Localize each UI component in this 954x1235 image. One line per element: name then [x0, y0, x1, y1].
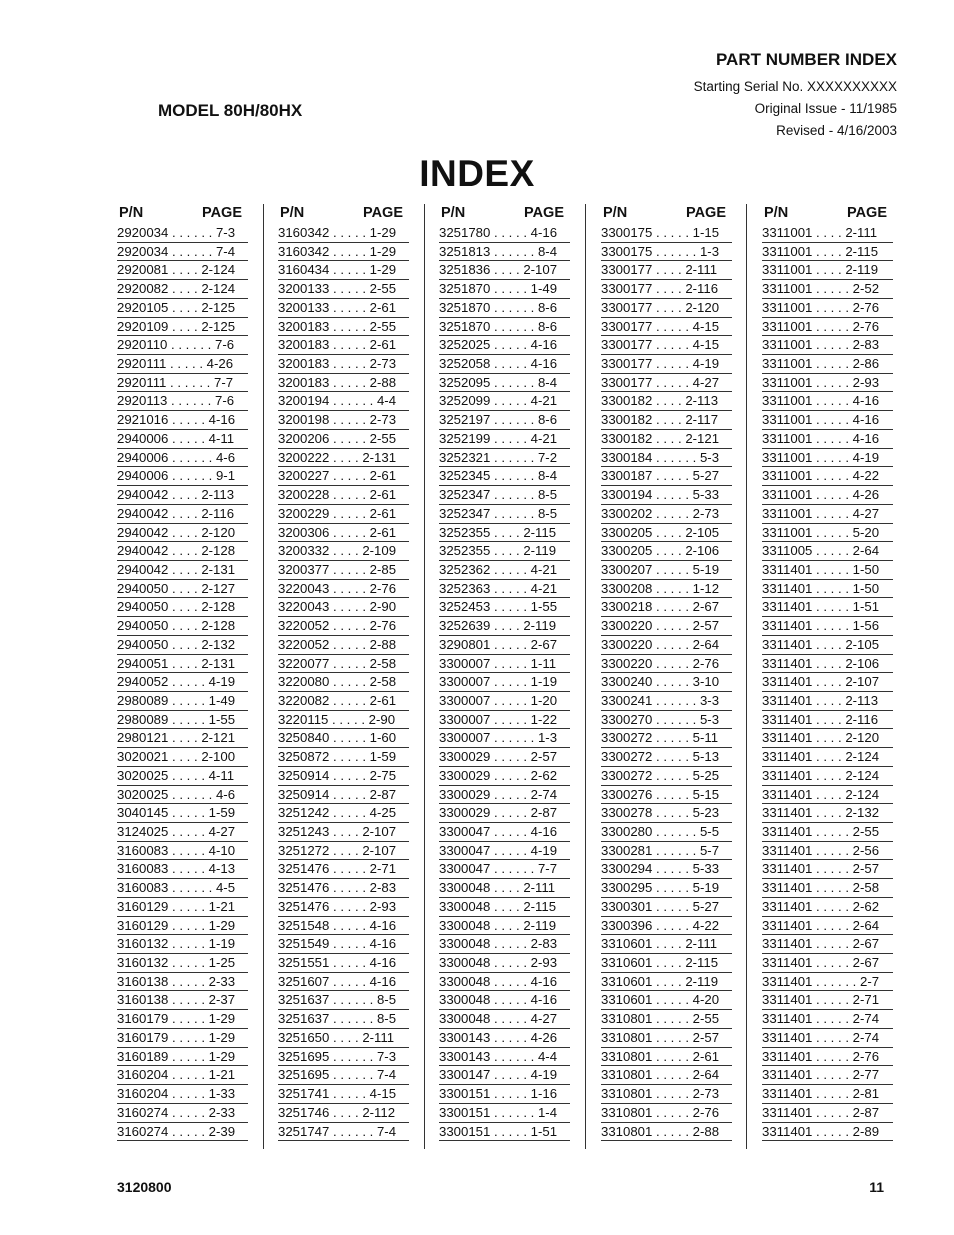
index-entry: 3310601 . . . . 2-111 — [601, 935, 732, 954]
index-entry: 3311401 . . . . 2-132 — [762, 804, 893, 823]
index-entry: 2940042 . . . . 2-128 — [117, 542, 248, 561]
index-entry: 3252347 . . . . . . 8-5 — [439, 505, 570, 524]
index-entry: 3311401 . . . . . 2-67 — [762, 954, 893, 973]
index-entry: 3250840 . . . . . 1-60 — [278, 729, 409, 748]
index-entry: 3311401 . . . . 2-106 — [762, 655, 893, 674]
index-entry: 3160342 . . . . . 1-29 — [278, 243, 409, 262]
index-entry: 3160138 . . . . . 2-37 — [117, 991, 248, 1010]
index-entry: 3251870 . . . . . 1-49 — [439, 280, 570, 299]
index-entry: 3311401 . . . . . 2-57 — [762, 860, 893, 879]
index-entry: 2940050 . . . . 2-128 — [117, 598, 248, 617]
index-entry: 3300294 . . . . . 5-33 — [601, 860, 732, 879]
index-entry: 3311001 . . . . . 4-19 — [762, 449, 893, 468]
index-entry: 3160274 . . . . . 2-39 — [117, 1123, 248, 1142]
index-entry: 3311401 . . . . 2-107 — [762, 673, 893, 692]
index-entry: 3311401 . . . . 2-113 — [762, 692, 893, 711]
serial-line: Starting Serial No. XXXXXXXXXX — [693, 79, 897, 94]
index-entry: 3300147 . . . . . 4-19 — [439, 1066, 570, 1085]
index-entry: 3300194 . . . . . 5-33 — [601, 486, 732, 505]
index-entry: 3251476 . . . . . 2-83 — [278, 879, 409, 898]
index-entry: 3300205 . . . . 2-105 — [601, 524, 732, 543]
index-entry: 3300396 . . . . . 4-22 — [601, 917, 732, 936]
index-entry: 2940050 . . . . 2-127 — [117, 580, 248, 599]
column-header — [601, 204, 732, 224]
index-entry: 3311401 . . . . . 2-71 — [762, 991, 893, 1010]
index-entry: 3311001 . . . . . 4-27 — [762, 505, 893, 524]
index-entry: 3300207 . . . . . 5-19 — [601, 561, 732, 580]
index-entry: 3311401 . . . . . 2-74 — [762, 1010, 893, 1029]
index-entry: 3251747 . . . . . . 7-4 — [278, 1123, 409, 1142]
index-entry: 3300205 . . . . 2-106 — [601, 542, 732, 561]
index-entry: 3160132 . . . . . 1-25 — [117, 954, 248, 973]
index-entry: 3200227 . . . . . 2-61 — [278, 467, 409, 486]
index-entry: 3220052 . . . . . 2-76 — [278, 617, 409, 636]
index-entry: 3160138 . . . . . 2-33 — [117, 973, 248, 992]
index-entry: 3252355 . . . . 2-115 — [439, 524, 570, 543]
index-entry: 2920082 . . . . 2-124 — [117, 280, 248, 299]
model-title: MODEL 80H/80HX — [158, 101, 303, 120]
index-entry: 3220052 . . . . . 2-88 — [278, 636, 409, 655]
index-entry: 3160083 . . . . . 4-13 — [117, 860, 248, 879]
index-entry: 2940042 . . . . 2-131 — [117, 561, 248, 580]
index-entry: 2920081 . . . . 2-124 — [117, 261, 248, 280]
index-entry: 3220043 . . . . . 2-90 — [278, 598, 409, 617]
page-header: PAGE — [201, 205, 242, 221]
index-entry: 3252197 . . . . . . 8-6 — [439, 411, 570, 430]
index-entry: 3300270 . . . . . . 5-3 — [601, 711, 732, 730]
index-entry: 3160204 . . . . . 1-33 — [117, 1085, 248, 1104]
index-entry: 2940006 . . . . . 4-11 — [117, 430, 248, 449]
index-entry: 3160189 . . . . . 1-29 — [117, 1048, 248, 1067]
page-header: PAGE — [523, 205, 564, 221]
index-entry: 3160132 . . . . . 1-19 — [117, 935, 248, 954]
index-entry: 3160129 . . . . . 1-21 — [117, 898, 248, 917]
index-entry: 3310801 . . . . . 2-57 — [601, 1029, 732, 1048]
index-entry: 3252362 . . . . . 4-21 — [439, 561, 570, 580]
index-entry: 3311401 . . . . 2-124 — [762, 748, 893, 767]
index-entry: 3160083 . . . . . 4-10 — [117, 842, 248, 861]
index-entry: 3200194 . . . . . . 4-4 — [278, 392, 409, 411]
index-entry: 3300047 . . . . . 4-19 — [439, 842, 570, 861]
page-header: PAGE — [685, 205, 726, 221]
index-entry: 3020025 . . . . . . 4-6 — [117, 786, 248, 805]
index-entry: 3251551 . . . . . 4-16 — [278, 954, 409, 973]
index-entry: 3311001 . . . . . 2-83 — [762, 336, 893, 355]
index-entry: 3300220 . . . . . 2-64 — [601, 636, 732, 655]
index-entry: 3251476 . . . . . 2-71 — [278, 860, 409, 879]
index-entry: 2940042 . . . . 2-116 — [117, 505, 248, 524]
index-entry: 3251243 . . . . 2-107 — [278, 823, 409, 842]
index-entry: 3311001 . . . . . 2-86 — [762, 355, 893, 374]
index-entry: 3252363 . . . . . 4-21 — [439, 580, 570, 599]
index-entry: 3300276 . . . . . 5-15 — [601, 786, 732, 805]
index-entry: 3311401 . . . . . 2-76 — [762, 1048, 893, 1067]
column-divider — [263, 204, 264, 1149]
index-entry: 3311401 . . . . . 2-89 — [762, 1123, 893, 1142]
index-entry: 2920105 . . . . 2-125 — [117, 299, 248, 318]
index-entry: 3300182 . . . . 2-117 — [601, 411, 732, 430]
revised-line: Revised - 4/16/2003 — [776, 123, 897, 138]
index-entry: 3300175 . . . . . . 1-3 — [601, 243, 732, 262]
index-entry: 3300048 . . . . 2-119 — [439, 917, 570, 936]
index-entry: 3311001 . . . . . 4-22 — [762, 467, 893, 486]
index-entry: 3251870 . . . . . . 8-6 — [439, 318, 570, 337]
index-entry: 3160083 . . . . . . 4-5 — [117, 879, 248, 898]
index-entry: 3160434 . . . . . 1-29 — [278, 261, 409, 280]
index-entry: 3311401 . . . . . 2-74 — [762, 1029, 893, 1048]
index-entry: 3251549 . . . . . 4-16 — [278, 935, 409, 954]
index-entry: 3311001 . . . . . 4-26 — [762, 486, 893, 505]
index-entry: 3300208 . . . . . 1-12 — [601, 580, 732, 599]
index-entry: 3311401 . . . . . . 2-7 — [762, 973, 893, 992]
index-entry: 3300143 . . . . . . 4-4 — [439, 1048, 570, 1067]
index-entry: 3300278 . . . . . 5-23 — [601, 804, 732, 823]
index-entry: 3251836 . . . . 2-107 — [439, 261, 570, 280]
index-entry: 2940006 . . . . . . 4-6 — [117, 449, 248, 468]
index-entry: 3220082 . . . . . 2-61 — [278, 692, 409, 711]
index-entry: 3300048 . . . . 2-115 — [439, 898, 570, 917]
index-entry: 3300175 . . . . . 1-15 — [601, 224, 732, 243]
index-entry: 2920034 . . . . . . 7-4 — [117, 243, 248, 262]
index-entry: 2920111 . . . . . 4-26 — [117, 355, 248, 374]
index-entry: 3251746 . . . . 2-112 — [278, 1104, 409, 1123]
index-entry: 3251650 . . . . 2-111 — [278, 1029, 409, 1048]
index-entry: 3251607 . . . . . 4-16 — [278, 973, 409, 992]
index-entry: 3300007 . . . . . 1-22 — [439, 711, 570, 730]
index-entry: 3310601 . . . . . 4-20 — [601, 991, 732, 1010]
index-entry: 3300301 . . . . . 5-27 — [601, 898, 732, 917]
index-entry: 3300218 . . . . . 2-67 — [601, 598, 732, 617]
index-entry: 3311401 . . . . 2-116 — [762, 711, 893, 730]
index-title: INDEX — [419, 153, 535, 194]
header-title: PART NUMBER INDEX — [715, 50, 897, 69]
index-entry: 3124025 . . . . . 4-27 — [117, 823, 248, 842]
index-entry: 3290801 . . . . . 2-67 — [439, 636, 570, 655]
index-entry: 3200198 . . . . . 2-73 — [278, 411, 409, 430]
index-entry: 3300177 . . . . . 4-15 — [601, 336, 732, 355]
index-entry: 3200377 . . . . . 2-85 — [278, 561, 409, 580]
index-entry: 3200183 . . . . . 2-73 — [278, 355, 409, 374]
index-entry: 3311401 . . . . . 1-50 — [762, 580, 893, 599]
pn-header: P/N — [764, 205, 789, 221]
index-entry: 3300281 . . . . . . 5-7 — [601, 842, 732, 861]
column-header — [439, 204, 570, 224]
index-entry: 3300202 . . . . . 2-73 — [601, 505, 732, 524]
index-entry: 3220115 . . . . . 2-90 — [278, 711, 409, 730]
index-entry: 2920110 . . . . . . 7-6 — [117, 336, 248, 355]
index-entry: 3300220 . . . . . 2-57 — [601, 617, 732, 636]
column-divider — [585, 204, 586, 1149]
index-entry: 3251637 . . . . . . 8-5 — [278, 1010, 409, 1029]
index-entry: 3160204 . . . . . 1-21 — [117, 1066, 248, 1085]
index-entry: 3300048 . . . . . 4-16 — [439, 973, 570, 992]
index-entry: 3300240 . . . . . 3-10 — [601, 673, 732, 692]
index-entry: 2980089 . . . . . 1-55 — [117, 711, 248, 730]
column-divider — [746, 204, 747, 1149]
index-entry: 3200306 . . . . . 2-61 — [278, 524, 409, 543]
index-entry: 3300280 . . . . . . 5-5 — [601, 823, 732, 842]
index-entry: 3310801 . . . . . 2-61 — [601, 1048, 732, 1067]
index-entry: 3311401 . . . . . 2-62 — [762, 898, 893, 917]
index-column — [117, 204, 248, 1141]
index-entry: 3311401 . . . . 2-105 — [762, 636, 893, 655]
index-entry: 3251476 . . . . . 2-93 — [278, 898, 409, 917]
index-entry: 3300177 . . . . . 4-27 — [601, 374, 732, 393]
index-entry: 3252199 . . . . . 4-21 — [439, 430, 570, 449]
index-entry: 3311001 . . . . . 4-16 — [762, 392, 893, 411]
index-entry: 3300177 . . . . . 4-15 — [601, 318, 732, 337]
index-column — [439, 204, 570, 1141]
index-entry: 3300272 . . . . . 5-25 — [601, 767, 732, 786]
column-header — [117, 204, 248, 224]
index-entry: 3220043 . . . . . 2-76 — [278, 580, 409, 599]
index-entry: 3252453 . . . . . 1-55 — [439, 598, 570, 617]
pn-header: P/N — [441, 205, 466, 221]
original-issue-line: Original Issue - 11/1985 — [754, 101, 897, 116]
pn-header: P/N — [603, 205, 628, 221]
index-entry: 3160129 . . . . . 1-29 — [117, 917, 248, 936]
index-entry: 3310601 . . . . 2-119 — [601, 973, 732, 992]
index-entry: 3300048 . . . . 2-111 — [439, 879, 570, 898]
index-entry: 3311001 . . . . . 5-20 — [762, 524, 893, 543]
index-entry: 3252355 . . . . 2-119 — [439, 542, 570, 561]
index-entry: 2940042 . . . . 2-113 — [117, 486, 248, 505]
index-entry: 3200183 . . . . . 2-61 — [278, 336, 409, 355]
index-entry: 3311401 . . . . . 2-77 — [762, 1066, 893, 1085]
index-entry: 3311401 . . . . 2-120 — [762, 729, 893, 748]
index-entry: 3311001 . . . . . 4-16 — [762, 411, 893, 430]
index-entry: 3311001 . . . . . 2-93 — [762, 374, 893, 393]
index-entry: 3040145 . . . . . 1-59 — [117, 804, 248, 823]
column-divider — [424, 204, 425, 1149]
index-entry: 3311401 . . . . . 2-67 — [762, 935, 893, 954]
page-header: PAGE — [362, 205, 403, 221]
index-entry: 3300007 . . . . . 1-20 — [439, 692, 570, 711]
index-entry: 3310601 . . . . 2-115 — [601, 954, 732, 973]
index-entry: 2980089 . . . . . 1-49 — [117, 692, 248, 711]
index-entry: 3200206 . . . . . 2-55 — [278, 430, 409, 449]
index-entry: 3300143 . . . . . 4-26 — [439, 1029, 570, 1048]
index-entry: 3300029 . . . . . 2-57 — [439, 748, 570, 767]
index-entry: 3300048 . . . . . 4-27 — [439, 1010, 570, 1029]
index-entry: 3311001 . . . . . 2-52 — [762, 280, 893, 299]
index-entry: 2940050 . . . . 2-128 — [117, 617, 248, 636]
index-entry: 3300029 . . . . . 2-62 — [439, 767, 570, 786]
index-entry: 3310801 . . . . . 2-73 — [601, 1085, 732, 1104]
index-entry: 3311401 . . . . . 2-81 — [762, 1085, 893, 1104]
pn-header: P/N — [119, 205, 144, 221]
index-entry: 3251637 . . . . . . 8-5 — [278, 991, 409, 1010]
index-entry: 3300177 . . . . 2-111 — [601, 261, 732, 280]
index-entry: 3311001 . . . . 2-115 — [762, 243, 893, 262]
index-entry: 3020025 . . . . . 4-11 — [117, 767, 248, 786]
index-entry: 3300184 . . . . . . 5-3 — [601, 449, 732, 468]
index-entry: 3252025 . . . . . 4-16 — [439, 336, 570, 355]
page-number: 11 — [869, 1179, 884, 1195]
index-entry: 3300182 . . . . 2-121 — [601, 430, 732, 449]
index-entry: 3251741 . . . . . 4-15 — [278, 1085, 409, 1104]
index-entry: 3311001 . . . . . 4-16 — [762, 430, 893, 449]
index-entry: 2920111 . . . . . . 7-7 — [117, 374, 248, 393]
index-columns — [0, 204, 954, 1154]
index-entry: 3310801 . . . . . 2-64 — [601, 1066, 732, 1085]
index-entry: 3200183 . . . . . 2-55 — [278, 318, 409, 337]
index-entry: 3200222 . . . . 2-131 — [278, 449, 409, 468]
index-entry: 3311005 . . . . . 2-64 — [762, 542, 893, 561]
index-entry: 3300177 . . . . . 4-19 — [601, 355, 732, 374]
index-entry: 3300151 . . . . . 1-51 — [439, 1123, 570, 1142]
index-entry: 3300048 . . . . . 2-83 — [439, 935, 570, 954]
index-entry: 3300007 . . . . . . 1-3 — [439, 729, 570, 748]
doc-number: 3120800 — [117, 1179, 172, 1195]
index-column — [601, 204, 732, 1141]
header-block — [694, 50, 897, 142]
index-entry: 3300007 . . . . . 1-19 — [439, 673, 570, 692]
index-entry: 3251695 . . . . . . 7-3 — [278, 1048, 409, 1067]
index-entry: 3311001 . . . . 2-111 — [762, 224, 893, 243]
index-entry: 3250914 . . . . . 2-75 — [278, 767, 409, 786]
index-entry: 3310801 . . . . . 2-55 — [601, 1010, 732, 1029]
index-entry: 3311401 . . . . 2-124 — [762, 767, 893, 786]
index-entry: 3311401 . . . . . 2-55 — [762, 823, 893, 842]
index-entry: 2940051 . . . . 2-131 — [117, 655, 248, 674]
index-entry: 3160274 . . . . . 2-33 — [117, 1104, 248, 1123]
index-entry: 3220077 . . . . . 2-58 — [278, 655, 409, 674]
index-entry: 3251242 . . . . . 4-25 — [278, 804, 409, 823]
index-entry: 3252058 . . . . . 4-16 — [439, 355, 570, 374]
index-entry: 2940042 . . . . 2-120 — [117, 524, 248, 543]
index-entry: 2920034 . . . . . . 7-3 — [117, 224, 248, 243]
index-entry: 3200133 . . . . . 2-55 — [278, 280, 409, 299]
index-entry: 3300295 . . . . . 5-19 — [601, 879, 732, 898]
index-entry: 3252347 . . . . . . 8-5 — [439, 486, 570, 505]
index-entry: 2920113 . . . . . . 7-6 — [117, 392, 248, 411]
index-entry: 3300048 . . . . . 4-16 — [439, 991, 570, 1010]
index-entry: 3251780 . . . . . 4-16 — [439, 224, 570, 243]
index-entry: 3300151 . . . . . . 1-4 — [439, 1104, 570, 1123]
index-entry: 3251548 . . . . . 4-16 — [278, 917, 409, 936]
index-entry: 3310801 . . . . . 2-76 — [601, 1104, 732, 1123]
index-entry: 3200228 . . . . . 2-61 — [278, 486, 409, 505]
index-entry: 3252095 . . . . . . 8-4 — [439, 374, 570, 393]
index-entry: 2940052 . . . . . 4-19 — [117, 673, 248, 692]
index-entry: 3300177 . . . . 2-120 — [601, 299, 732, 318]
index-entry: 2940006 . . . . . . 9-1 — [117, 467, 248, 486]
index-entry: 3300187 . . . . . 5-27 — [601, 467, 732, 486]
index-entry: 3311401 . . . . . 1-56 — [762, 617, 893, 636]
index-entry: 3252345 . . . . . . 8-4 — [439, 467, 570, 486]
index-entry: 3300272 . . . . . 5-13 — [601, 748, 732, 767]
index-entry: 3252321 . . . . . . 7-2 — [439, 449, 570, 468]
index-entry: 3252099 . . . . . 4-21 — [439, 392, 570, 411]
index-entry: 2980121 . . . . 2-121 — [117, 729, 248, 748]
index-entry: 3311401 . . . . . 2-58 — [762, 879, 893, 898]
index-entry: 3300151 . . . . . 1-16 — [439, 1085, 570, 1104]
index-entry: 2940050 . . . . 2-132 — [117, 636, 248, 655]
page-header: PAGE — [846, 205, 887, 221]
index-entry: 3160179 . . . . . 1-29 — [117, 1029, 248, 1048]
index-entry: 3311001 . . . . 2-119 — [762, 261, 893, 280]
index-entry: 3251870 . . . . . . 8-6 — [439, 299, 570, 318]
index-entry: 3311401 . . . . 2-124 — [762, 786, 893, 805]
index-entry: 3020021 . . . . 2-100 — [117, 748, 248, 767]
index-entry: 3252639 . . . . 2-119 — [439, 617, 570, 636]
index-entry: 3310801 . . . . . 2-88 — [601, 1123, 732, 1142]
index-entry: 3300047 . . . . . . 7-7 — [439, 860, 570, 879]
index-entry: 3300272 . . . . . 5-11 — [601, 729, 732, 748]
index-entry: 3311001 . . . . . 2-76 — [762, 299, 893, 318]
index-entry: 3251695 . . . . . . 7-4 — [278, 1066, 409, 1085]
index-entry: 3300177 . . . . 2-116 — [601, 280, 732, 299]
index-entry: 3200229 . . . . . 2-61 — [278, 505, 409, 524]
index-entry: 3250872 . . . . . 1-59 — [278, 748, 409, 767]
index-entry: 3300241 . . . . . . 3-3 — [601, 692, 732, 711]
index-entry: 3300048 . . . . . 2-93 — [439, 954, 570, 973]
index-entry: 3311401 . . . . . 2-56 — [762, 842, 893, 861]
column-header — [278, 204, 409, 224]
index-entry: 3300220 . . . . . 2-76 — [601, 655, 732, 674]
index-column — [278, 204, 409, 1141]
index-entry: 3250914 . . . . . 2-87 — [278, 786, 409, 805]
index-entry: 3300182 . . . . 2-113 — [601, 392, 732, 411]
index-entry: 3300029 . . . . . 2-74 — [439, 786, 570, 805]
index-entry: 3251813 . . . . . . 8-4 — [439, 243, 570, 262]
pn-header: P/N — [280, 205, 305, 221]
index-entry: 3300047 . . . . . 4-16 — [439, 823, 570, 842]
index-entry: 3311401 . . . . . 2-87 — [762, 1104, 893, 1123]
index-entry: 2921016 . . . . . 4-16 — [117, 411, 248, 430]
index-entry: 2920109 . . . . 2-125 — [117, 318, 248, 337]
index-entry: 3251272 . . . . 2-107 — [278, 842, 409, 861]
index-entry: 3220080 . . . . . 2-58 — [278, 673, 409, 692]
index-column — [762, 204, 893, 1141]
index-entry: 3160179 . . . . . 1-29 — [117, 1010, 248, 1029]
column-header — [762, 204, 893, 224]
index-entry: 3300007 . . . . . 1-11 — [439, 655, 570, 674]
index-entry: 3200332 . . . . 2-109 — [278, 542, 409, 561]
index-entry: 3311001 . . . . . 2-76 — [762, 318, 893, 337]
index-entry: 3160342 . . . . . 1-29 — [278, 224, 409, 243]
index-entry: 3200183 . . . . . 2-88 — [278, 374, 409, 393]
index-entry: 3311401 . . . . . 1-50 — [762, 561, 893, 580]
index-entry: 3311401 . . . . . 2-64 — [762, 917, 893, 936]
index-entry: 3200133 . . . . . 2-61 — [278, 299, 409, 318]
index-entry: 3311401 . . . . . 1-51 — [762, 598, 893, 617]
index-entry: 3300029 . . . . . 2-87 — [439, 804, 570, 823]
